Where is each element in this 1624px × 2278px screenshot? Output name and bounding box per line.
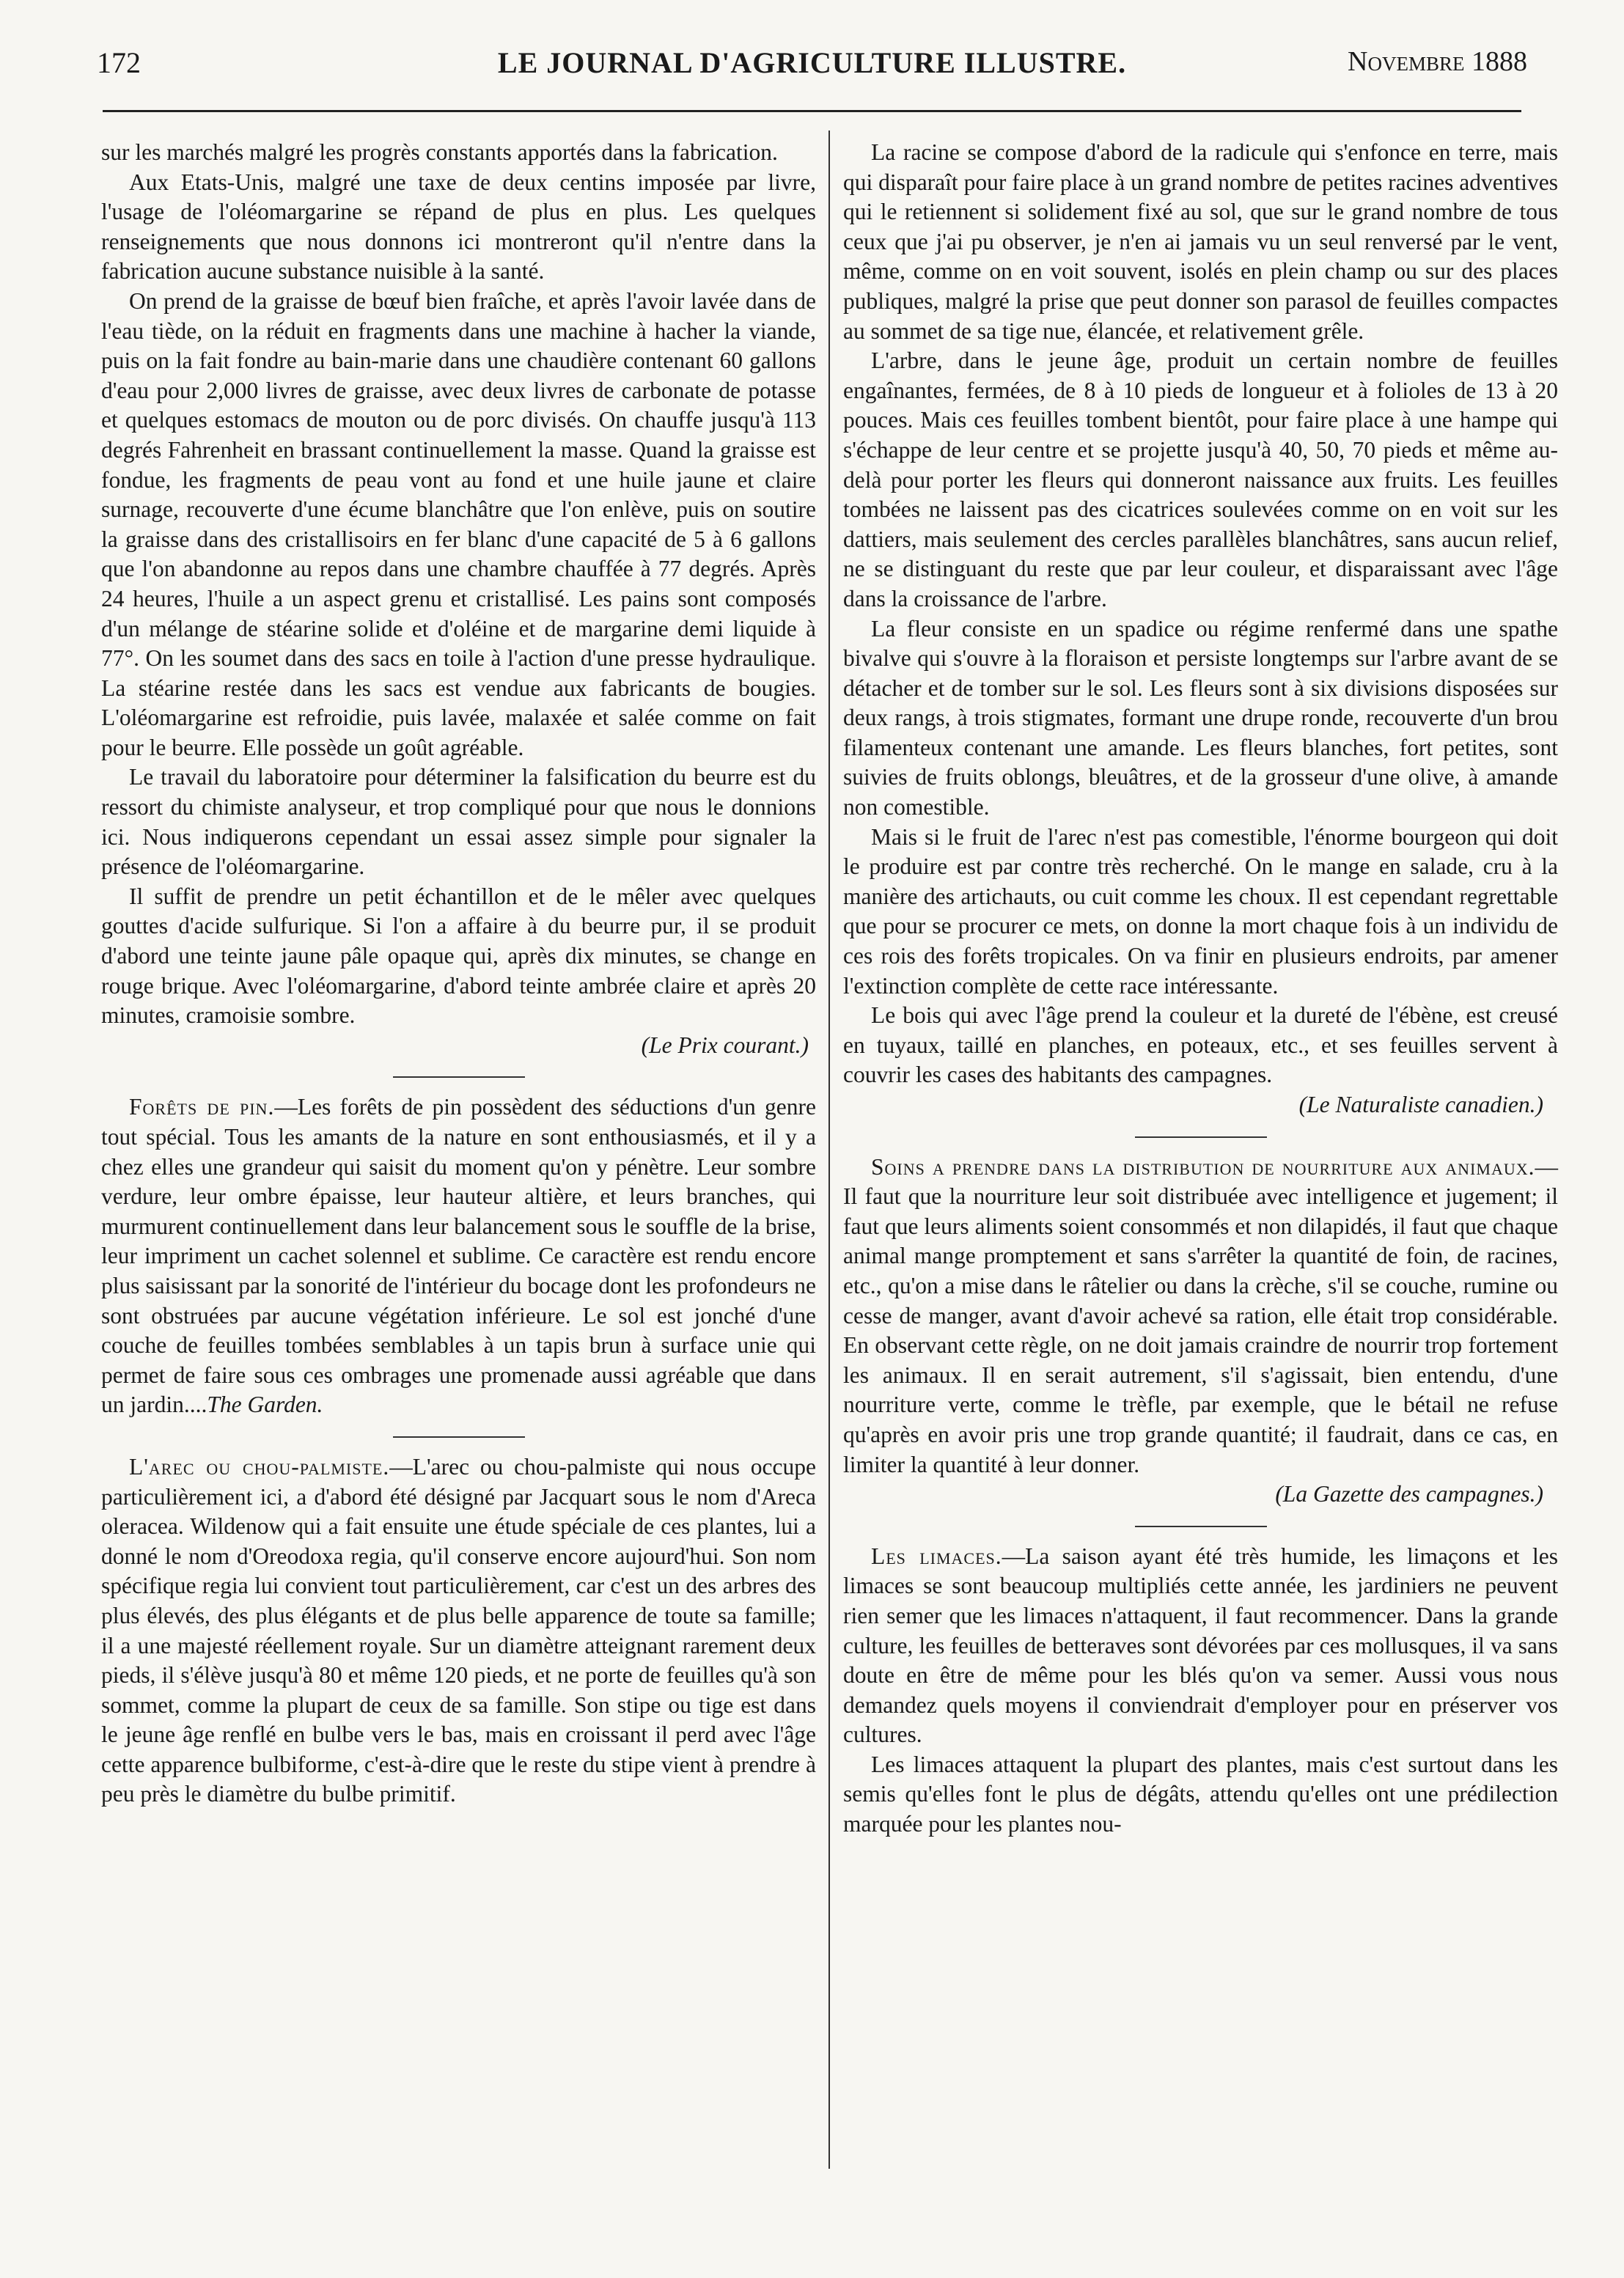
article-paragraph: On prend de la graisse de bœuf bien fraîche, et après l'avoir lavée dans de l'eau tiède, on la réduit en fragments dans une machine à hacher la viande, puis on la fait fondre au bain-marie dans une chaudière contenant 60 gallons d'eau pour 2,000 livres de graisse, avec deux livres de carbonate de potasse et quelques estomacs de mouton ou de porc divisés. On chauffe jusqu'à 113 degrés Fahrenheit en brassant continuellement la masse. Quand la graisse est fondue, les fragments de peau vont au fond et une huile jaune et claire surnage, recouverte d'une écume blanchâtre que l'on enlève, puis on soutire la graisse dans des cristallisoirs en fer blanc d'une capacité de 5 à 6 gallons que l'on abandonne au repos dans une chambre chauffée à 77 degrés. Après 24 heures, l'huile a un aspect grenu et cristallisé. Les pains sont composés d'un mélange de stéarine solide et d'oléine et de margarine demi liquide à 77°. On les soumet dans des sacs en toile à l'action d'une presse hydraulique. La stéarine restée dans les sacs est vendue aux fabricants de bougies. L'oléomargarine est refroidie, puis lavée, malaxée et salée comme on fait pour le beurre. Elle possède un goût agréable. bbox=[101, 287, 816, 760]
right-column bbox=[843, 138, 1558, 1840]
section-heading: Forêts de pin. bbox=[129, 1094, 275, 1120]
section-heading: Les limaces. bbox=[871, 1543, 1002, 1569]
journal-title: LE JOURNAL D'AGRICULTURE ILLUSTRE. bbox=[497, 46, 1127, 79]
article-text: —Les forêts de pin possèdent des séductions d'un genre tout spécial. Tous les amants de la nature en sont enthousiasmés, et il y a chez elles une grandeur qui saisit du moment qu'on y pénètre. Leur sombre verdure, leur ombre épaisse, leur hauteur altière, et leurs branches, qui murmurent continuellement dans leur balancement sous le souffle de la brise, leur impriment un cachet solennel et sublime. Ce caractère est rendu encore plus saisissant par la sonorité de l'intérieur du bocage dont les profondeurs ne sont obstruées par aucune végétation inférieure. Le sol est jonché d'une couche de feuilles tombées semblables à un tapis brun à surface unie qui permet de faire sous ces ombrages une promenade aussi agréable que dans un jardin.... bbox=[101, 1094, 816, 1418]
article-paragraph: Les limaces attaquent la plupart des plantes, mais c'est surtout dans les semis qu'elles font le plus de dégâts, attendu qu'elles ont une prédilection marquée pour les plantes nou- bbox=[843, 1751, 1558, 1837]
left-column bbox=[101, 138, 816, 1809]
section-rule bbox=[393, 1076, 525, 1078]
article-paragraph: Aux Etats-Unis, malgré une taxe de deux centins imposée par livre, l'usage de l'oléomargarine se répand de plus en plus. Les quelques renseignements que nous donnons ici montreront qu'il n'entre dans la fabrication aucune substance nuisible à la santé. bbox=[101, 169, 816, 284]
section-rule bbox=[1135, 1526, 1267, 1527]
article-paragraph: Le bois qui avec l'âge prend la couleur et la dureté de l'ébène, est creusé en tuyaux, taillé en planches, en poteaux, etc., et ses feuilles servent à couvrir les cases des habitants des campagnes. bbox=[843, 1002, 1558, 1088]
page-header bbox=[97, 45, 1527, 89]
article-source: (Le Naturaliste canadien.) bbox=[1298, 1092, 1543, 1117]
article-text: —La saison ayant été très humide, les limaçons et les limaces se sont beaucoup multipliés cette année, les jardiniers ne peuvent rien semer que les limaces n'attaquent, il faut recommencer. Dans la grande culture, les feuilles de betteraves sont dévorées par ces mollusques, il va sans doute en être de même pour les blés qu'on va semer. Aussi vous nous demandez quels moyens il conviendrait d'employer pour en préserver vos cultures. bbox=[843, 1543, 1558, 1748]
article-forets bbox=[101, 1092, 816, 1420]
article-source: (Le Prix courant.) bbox=[641, 1032, 809, 1058]
article-arec bbox=[101, 1452, 816, 1809]
article-paragraph: sur les marchés malgré les progrès constants apportés dans la fabrication. bbox=[101, 139, 778, 165]
article-limaces bbox=[843, 1542, 1558, 1750]
article-source: (La Gazette des campagnes.) bbox=[1275, 1481, 1543, 1507]
header-rule bbox=[103, 110, 1521, 112]
article-paragraph: Mais si le fruit de l'arec n'est pas comestible, l'énorme bourgeon qui doit le produire est par contre très recherché. On le mange en salade, cru à la manière des artichauts, ou cuit comme les choux. Il est cependant regrettable que pour se procurer ce mets, on donne la mort chaque fois à un individu de ces rois des forêts tropicales. On va finir en plusieurs endroits, par amener l'extinction complète de cette race intéressante. bbox=[843, 823, 1558, 999]
article-source: The Garden. bbox=[207, 1392, 323, 1418]
issue-date: Novembre 1888 bbox=[1348, 46, 1527, 77]
article-text: —L'arec ou chou-palmiste qui nous occupe particulièrement ici, a d'abord été désigné par Jacquart sous le nom d'Areca oleracea. Wildenow qui a fait ensuite une étude spéciale de ces plantes, lui a donné le nom d'Oreodoxa regia, qu'il conserve encore aujourd'hui. Son nom spécifique regia lui convient tout particulièrement, car c'est un des arbres des plus élevés, des plus élégants et de plus belle apparence de toute sa famille; il a une majesté réellement royale. Sur un diamètre atteignant rarement deux pieds, il s'élève jusqu'à 80 et même 120 pieds, et ne porte de feuilles qu'à son sommet, comme la plupart de ceux de sa famille. Son stipe ou tige est dans le jeune âge renflé en bulbe vers le bas, mais en croissant il perd avec l'âge cette apparence bulbiforme, c'est-à-dire que le reste du stipe vient à prendre à peu près le diamètre du bulbe primitif. bbox=[101, 1453, 816, 1807]
section-rule bbox=[1135, 1136, 1267, 1138]
section-heading: Soins a prendre dans la distribution de nourriture aux animaux. bbox=[871, 1153, 1535, 1180]
article-soins bbox=[843, 1153, 1558, 1480]
article-paragraph: Le travail du laboratoire pour déterminer la falsification du beurre est du ressort du chimiste analyseur, et trop compliqué pour que nous le donnions ici. Nous indiquerons cependant un essai assez simple pour signaler la présence de l'oléomargarine. bbox=[101, 764, 816, 880]
article-paragraph: Il suffit de prendre un petit échantillon et de le mêler avec quelques gouttes d'acide sulfurique. Si l'on a affaire à du beurre pur, il se produit d'abord une teinte jaune pâle opaque qui, après dix minutes, se change en rouge brique. Avec l'oléomargarine, d'abord teinte ambrée claire et après 20 minutes, cramoisie sombre. bbox=[101, 883, 816, 1029]
article-paragraph: La racine se compose d'abord de la radicule qui s'enfonce en terre, mais qui disparaît pour faire place à un grand nombre de petites racines adventives qui le retiennent si solidement fixé au sol, que sur le grand nombre de tous ceux que j'ai pu observer, je n'en ai jamais vu un seul renversé par le vent, même, comme on en voit souvent, isolés en plein champ ou sur des places publiques, malgré la prise que peut donner son parasol de feuilles compactes au sommet de sa tige nue, élancée, et relativement grêle. bbox=[843, 139, 1558, 344]
column-divider bbox=[828, 131, 830, 2169]
page-number: 172 bbox=[97, 46, 141, 79]
section-heading: L'arec ou chou-palmiste. bbox=[129, 1453, 390, 1480]
article-paragraph: L'arbre, dans le jeune âge, produit un certain nombre de feuilles engaînantes, fermées, de 8 à 10 pieds de longueur et à folioles de 13 à 20 pouces. Mais ces feuilles tombent bientôt, pour faire place à une hampe qui s'échappe de leur centre et se projette jusqu'à 40, 50, 70 pieds et même au-delà pour porter les fleurs qui donneront naissance aux fruits. Les feuilles tombées ne laissent pas des cicatrices soulevées comme on en voit sur les dattiers, mais seulement des cercles parallèles blanchâtres, sans aucun relief, ne se distinguant du reste que par leur couleur, et disparaissant avec l'âge dans la croissance de l'arbre. bbox=[843, 348, 1558, 611]
article-text: —Il faut que la nourriture leur soit distribuée avec intelligence et jugement; il faut que leurs aliments soient consommés et non dilapidés, il faut que chaque animal mange promptement et sans s'arrêter la quantité de foin, de racines, etc., qu'on a mise dans le râtelier ou dans la crèche, s'il se couche, rumine ou cesse de manger, avant d'avoir achevé sa ration, elle était trop considérable. En observant cette règle, on ne doit jamais craindre de nourrir trop fortement les animaux. Il en serait autrement, s'il s'agissait, bien entendu, d'une nourriture verte, comme le trèfle, par exemple, que le bétail ne refuse qu'après en avoir pris une trop grande quantité; il faudrait, dans ce cas, en limiter la quantité à leur donner. bbox=[843, 1153, 1558, 1477]
article-paragraph: La fleur consiste en un spadice ou régime renfermé dans une spathe bivalve qui s'ouvre à la floraison et persiste longtemps sur l'arbre avant de se détacher et de tomber sur le sol. Les fleurs sont à six divisions disposées sur deux rangs, à trois stigmates, formant une drupe ronde, recouverte d'un brou filamenteux contenant une amande. Les fleurs blanches, fort petites, sont suivies de fruits oblongs, bleuâtres, et de la grosseur d'une olive, à amande non comestible. bbox=[843, 615, 1558, 820]
section-rule bbox=[393, 1436, 525, 1438]
